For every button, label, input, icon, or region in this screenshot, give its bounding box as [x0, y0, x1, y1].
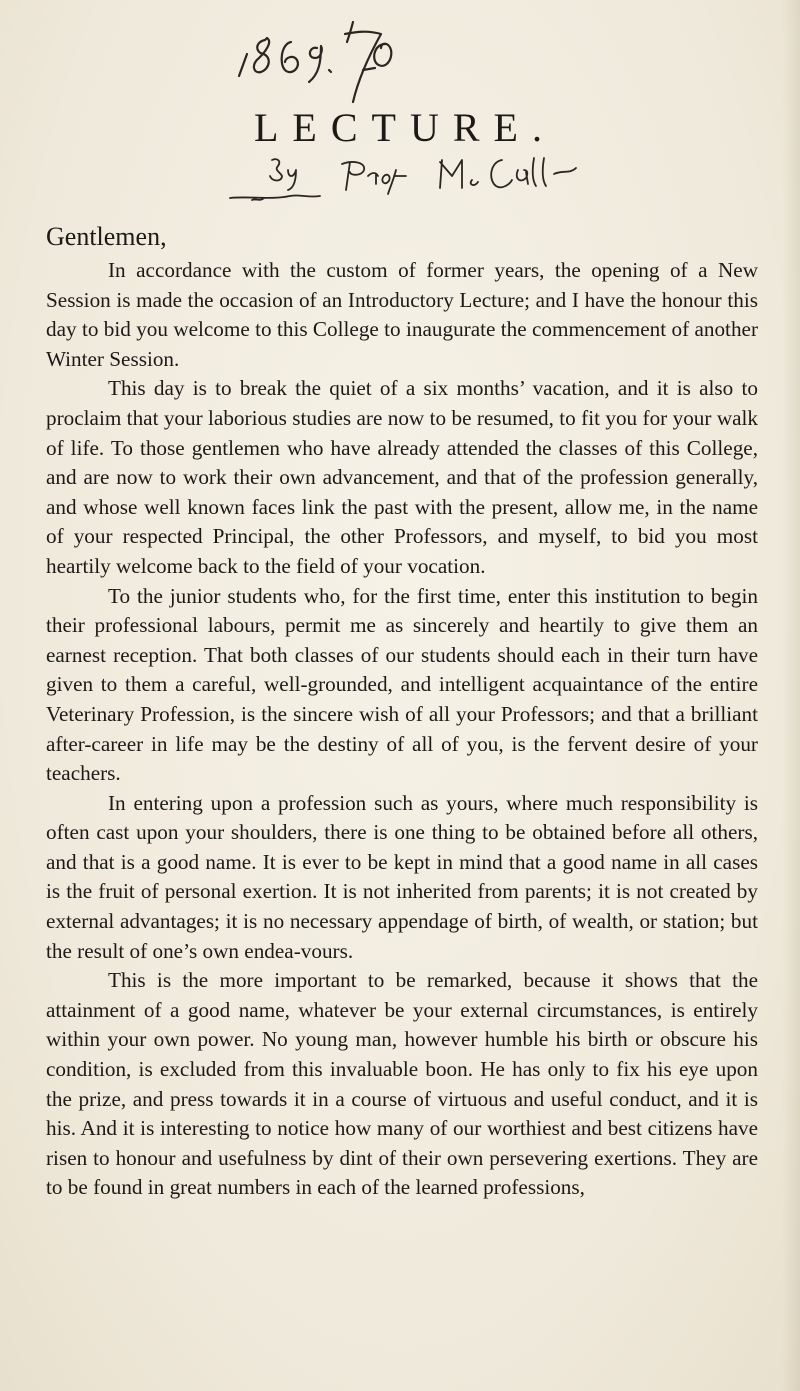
paragraph-1: In accordance with the custom of former years, the opening of a New Session is made the occasion of an Introductory Lecture; and I have the honour this day to bid you welcome to this College to inaugurate the commencement of another Winter Session.: [46, 258, 758, 371]
paragraph-4: In entering upon a profession such as yours, where much responsibility is often cast upon your shoulders, there is one thing to be obtained before all others, and that is a good name. It is ever to be kept in mind that a good name in all cases is the fruit of personal exertion. It is not inherited from parents; it is not created by external advantages; it is no necessary appendage of birth, of wealth, or station; but the result of one’s own endea-vours.: [46, 790, 758, 963]
handwritten-note: [225, 12, 465, 107]
paragraph-3: To the junior students who, for the first time, enter this institution to begin their professional labours, permit me as sincerely and heartily to give them an earnest reception. That both classes of our students should each in their turn have given to them a careful, well-grounded, and intelligent acquaintance of the entire Veterinary Profession, is the sincere wish of all your Professors; and that a brilliant after-career in life may be the destiny of all of you, is the fervent desire of your teachers.: [46, 583, 758, 786]
page-edge-stain: [782, 0, 800, 1391]
salutation: Gentlemen,: [46, 222, 167, 251]
lecture-title: LECTURE.: [254, 105, 556, 150]
paragraph-2: This day is to break the quiet of a six months’ vacation, and it is also to proclaim that your laborious studies are now to be resumed, to fit you for your walk of life. To those gentlemen who have already attended the classes of this College, and are now to work their own advancement, and that of the profession generally, and whose well known faces link the past with the present, allow me, in the name of your respected Principal, the other Professors, and myself, to bid you most heartily welcome back to the field of your vocation.: [46, 376, 758, 578]
handwritten-note-drawing: [225, 12, 465, 107]
handwritten-dedication: [190, 150, 650, 205]
paragraph-5: This is the more important to be remarked, because it shows that the attainment of a good name, whatever be your external circumstances, is entirely within your own power. No young man, however humble his birth or obscure his condition, is excluded from this invaluable boon. He has only to fix his eye upon the prize, and press towards it in a course of virtuous and useful conduct, and it is his. And it is interesting to notice how many of our worthiest and best citizens have risen to honour and usefulness by dint of their own persevering exertions. They are to be found in great numbers in each of the learned professions,: [46, 968, 758, 1200]
lecture-body: [46, 256, 758, 1203]
handwritten-dedication-drawing: [190, 150, 650, 205]
